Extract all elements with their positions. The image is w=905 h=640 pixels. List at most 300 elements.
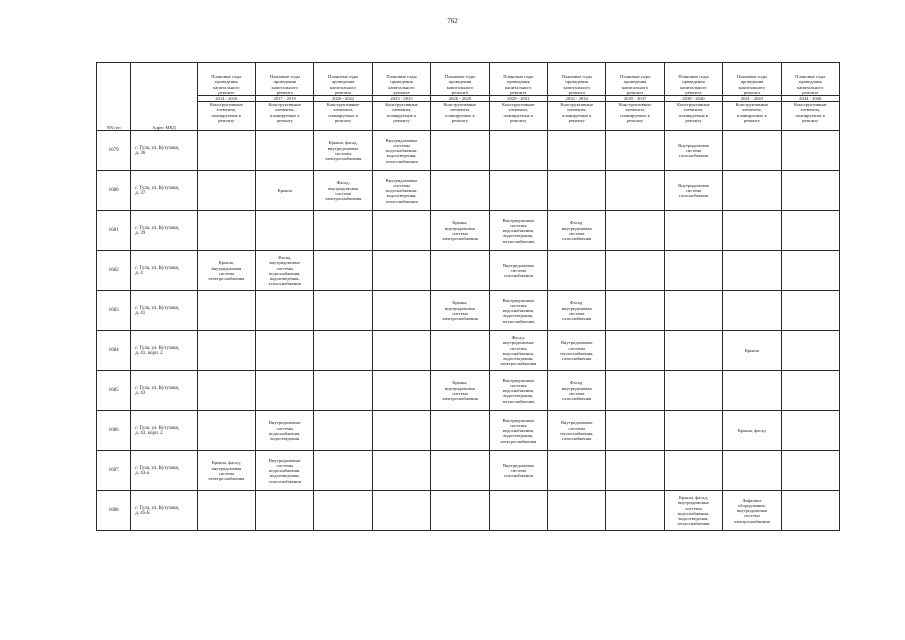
repair-cell: [606, 171, 664, 211]
cell-line: ремонту: [568, 117, 585, 123]
cell-line: ремонту: [626, 117, 644, 123]
address-cell: [131, 131, 197, 171]
cell-line: Крыша,: [452, 380, 468, 386]
cell-line: система: [744, 513, 760, 519]
cell-line: электроснабжения: [441, 315, 478, 321]
cell-line: системы: [510, 422, 527, 428]
table-body: [97, 131, 840, 531]
cell-line: Плановые годы: [386, 74, 417, 80]
repair-cell: [664, 291, 722, 331]
repair-cell: [781, 211, 839, 251]
cell-line: элементы,: [625, 107, 646, 113]
cell-line: водоснабжения,: [502, 350, 534, 356]
repair-cell: [431, 251, 489, 291]
cell-line: внутридомовая: [328, 185, 359, 191]
cell-line: внутридомовая: [445, 225, 475, 231]
cell-line: Конструктивные: [501, 102, 535, 108]
cell-line: Фасад,: [511, 335, 525, 341]
repair-cell: [256, 411, 314, 451]
cell-line: элементы,: [391, 107, 412, 113]
cell-line: водоотведения,: [678, 515, 709, 521]
cell-line: капитального: [621, 84, 649, 90]
row-number: 1682: [97, 251, 131, 291]
cell-line: теплоснабжения: [502, 398, 535, 404]
cell-line: газоснабжения: [562, 355, 592, 361]
cell-line: г. Тула, ул. Кутузова,: [135, 425, 180, 431]
repair-cell: [664, 331, 722, 371]
cell-line: Внутридомовая: [678, 182, 709, 188]
repair-cell: [548, 371, 606, 411]
cell-line: Внутридомовые: [385, 177, 418, 183]
cell-line: элементы,: [566, 107, 587, 113]
cell-line: водоотведения,: [503, 433, 534, 439]
cell-line: элементы,: [274, 107, 295, 113]
repair-cell: [489, 171, 547, 211]
cell-line: Внутридомовые: [385, 137, 418, 143]
table-row: [97, 211, 840, 251]
cell-line: Внутридомовые: [560, 340, 593, 346]
repair-cell: [372, 171, 430, 211]
repair-cell: [372, 451, 430, 491]
cell-line: системы: [685, 505, 702, 511]
address-cell: [131, 331, 197, 371]
cell-line: Крыша: [277, 188, 292, 194]
table-row: [97, 291, 840, 331]
row-number: 1683: [97, 291, 131, 331]
cell-line: электроснабжения: [500, 361, 537, 367]
cell-line: электроснабжения: [208, 475, 245, 481]
cell-line: элементы,: [216, 107, 237, 113]
cell-line: Крыша, фасад,: [328, 140, 358, 146]
cell-line: электроснабжения: [441, 395, 478, 401]
cell-line: капитального: [505, 84, 532, 90]
repair-cell: [256, 331, 314, 371]
cell-line: Конструктивные: [793, 102, 827, 108]
period-title-header: [372, 63, 430, 96]
cell-line: теплоснабжения: [502, 318, 535, 324]
cell-line: планируемые к: [328, 112, 358, 118]
repair-cell: [723, 331, 781, 371]
cell-line: Внутридомовая: [502, 262, 534, 268]
cell-line: система: [452, 390, 468, 396]
cell-line: Конструктивные: [560, 102, 593, 108]
cell-line: проведения: [798, 79, 822, 85]
cell-line: системы: [568, 425, 585, 431]
cell-line: Конструктивные: [443, 102, 477, 108]
cell-line: элементы,: [683, 107, 704, 113]
period-title-header: [664, 63, 722, 96]
address-cell: [131, 491, 197, 531]
address-cell: [131, 171, 197, 211]
repair-cell: [781, 331, 839, 371]
repair-cell: [664, 131, 722, 171]
cell-line: Плановые годы: [678, 74, 709, 80]
cell-line: проведения: [507, 79, 530, 85]
cell-line: водоснабжения,: [269, 468, 301, 474]
repair-cell: [781, 411, 839, 451]
cell-line: Фасад,: [570, 300, 584, 306]
cell-line: Конструктивные: [385, 102, 418, 108]
repair-cell: [197, 491, 255, 531]
cell-line: Внутридомовая: [502, 462, 534, 468]
cell-line: водоотведения,: [503, 233, 534, 239]
cell-line: газоснабжения: [562, 435, 592, 441]
cell-line: капитального: [271, 84, 298, 90]
repair-cell: [197, 451, 255, 491]
cell-line: планируемые к: [445, 112, 475, 118]
repair-cell: [314, 131, 372, 171]
repair-cell: [314, 451, 372, 491]
cell-line: система: [568, 310, 585, 316]
cell-line: д. 39: [135, 230, 146, 236]
period-title-header: [781, 63, 839, 96]
repair-cell: [431, 171, 489, 211]
cell-line: водоотведения: [270, 435, 300, 441]
repair-cell: [372, 331, 430, 371]
cell-line: планируемые к: [211, 112, 242, 118]
cell-line: Конструктивные: [735, 102, 769, 108]
cell-line: проведения: [565, 79, 588, 85]
period-years-header: 2026 - 2028: [431, 96, 489, 102]
table-row: [97, 371, 840, 411]
cell-line: Конструктивные: [268, 102, 302, 108]
cell-line: электроснабжения: [325, 195, 362, 201]
cell-line: ремонта: [451, 89, 468, 95]
cell-line: капитального: [329, 84, 357, 90]
cell-line: внутридомовые: [678, 500, 709, 506]
cell-line: д. 4: [135, 270, 143, 276]
repair-cell: [372, 211, 430, 251]
repair-cell: [548, 491, 606, 531]
cell-line: система: [452, 230, 468, 236]
cell-line: д. 37: [135, 190, 146, 196]
repair-cell: [781, 291, 839, 331]
cell-line: г. Тула, ул. Кутузова,: [135, 345, 180, 351]
elements-header: [197, 102, 255, 131]
repair-cell: [431, 131, 489, 171]
cell-line: системы: [568, 345, 585, 351]
repair-cell: [197, 291, 255, 331]
cell-line: д. 43: [135, 390, 146, 396]
cell-line: системы: [510, 382, 527, 388]
period-years-header: 2014 - 2016: [197, 96, 255, 102]
repair-cell: [489, 411, 547, 451]
repair-cell: [314, 411, 372, 451]
cell-line: Плановые годы: [795, 74, 826, 80]
repair-cell: [664, 371, 722, 411]
repair-cell: [431, 451, 489, 491]
cell-line: системы: [510, 345, 527, 351]
repair-cell: [431, 411, 489, 451]
repair-cell: [431, 331, 489, 371]
elements-header: [548, 102, 606, 131]
repair-cell: [197, 331, 255, 371]
cell-line: теплоснабжения: [677, 521, 710, 527]
cell-line: внутридомовые: [502, 340, 534, 346]
cell-line: газоснабжения: [562, 315, 592, 321]
repair-cell: [197, 251, 255, 291]
cell-line: ремонту: [218, 117, 235, 123]
repair-cell: [256, 171, 314, 211]
cell-line: электроснабжения: [500, 438, 537, 444]
cell-line: водоотведения,: [503, 393, 534, 399]
period-title-header: [723, 63, 781, 96]
cell-line: система: [510, 268, 527, 274]
cell-line: проведения: [215, 79, 238, 85]
repair-cell: [372, 491, 430, 531]
table-row: [97, 131, 840, 171]
cell-line: Фасад,: [336, 180, 350, 186]
repair-cell: [489, 451, 547, 491]
address-cell: [131, 251, 197, 291]
period-title-header: [606, 63, 664, 96]
cell-line: Фасад,: [278, 255, 292, 261]
cell-line: Внутридомовые: [502, 377, 535, 383]
address-cell: [131, 451, 197, 491]
cell-line: электроснабжения: [441, 235, 478, 241]
elements-header: [606, 102, 664, 131]
repair-cell: [606, 331, 664, 371]
cell-line: планируемые к: [503, 112, 534, 118]
repair-cell: [781, 451, 839, 491]
period-years-header: 2023 - 2025: [372, 96, 430, 102]
cell-line: газоснабжения: [503, 273, 533, 279]
repair-cell: [256, 291, 314, 331]
cell-line: проведения: [390, 79, 413, 85]
cell-line: ремонта: [218, 89, 235, 95]
repair-cell: [723, 171, 781, 211]
cell-line: электроснабжения: [733, 518, 770, 524]
cell-line: ремонту: [743, 117, 760, 123]
period-title-header: [548, 63, 606, 96]
cell-line: газоснабжения: [503, 473, 533, 479]
repair-cell: [723, 491, 781, 531]
elements-header: [431, 102, 489, 131]
period-years-header: 2020 - 2022: [314, 96, 372, 102]
cell-line: планируемые к: [386, 112, 417, 118]
cell-line: системы: [393, 182, 410, 188]
cell-line: ремонту: [802, 117, 819, 123]
page-number: 762: [447, 17, 458, 25]
cell-line: капитального: [446, 84, 474, 90]
cell-line: Крыша,: [218, 260, 234, 266]
table-row: [97, 251, 840, 291]
repair-cell: [431, 491, 489, 531]
cell-line: ремонта: [743, 89, 760, 95]
table-row: [97, 411, 840, 451]
cell-line: д. 41: [135, 310, 146, 316]
cell-line: Плановые годы: [619, 74, 651, 80]
cell-line: водоснабжения,: [677, 510, 710, 516]
cell-line: Крыша: [744, 348, 759, 354]
elements-header: [372, 102, 430, 131]
period-title-header: [431, 63, 489, 96]
cell-line: газоснабжения: [678, 153, 709, 159]
repair-cell: [489, 131, 547, 171]
row-number: 1688: [97, 491, 131, 531]
cell-line: г. Тула, ул. Кутузова,: [135, 305, 180, 311]
cell-line: г. Тула, ул. Кутузова,: [135, 145, 180, 151]
cell-line: система: [452, 310, 468, 316]
repair-cell: [256, 371, 314, 411]
cell-line: Плановые годы: [561, 74, 592, 80]
cell-line: ремонта: [568, 89, 585, 95]
period-years-header: 2035 - 2037: [606, 96, 664, 102]
cell-line: ремонту: [685, 117, 702, 123]
cell-line: система: [568, 230, 585, 236]
cell-line: ремонту: [393, 117, 410, 123]
repair-cell: [431, 211, 489, 251]
repair-cell: [664, 251, 722, 291]
cell-line: система: [218, 470, 235, 476]
repair-cell: [723, 451, 781, 491]
cell-line: Плановые годы: [328, 74, 359, 80]
cell-line: ремонта: [510, 89, 527, 95]
cell-line: Конструктивные: [326, 102, 360, 108]
cell-line: проведения: [273, 79, 297, 85]
cell-line: теплоснабжения: [268, 478, 301, 484]
cell-line: внутридомовая: [561, 225, 592, 231]
cell-line: Плановые годы: [736, 74, 767, 80]
cell-line: планируемые к: [269, 112, 300, 118]
repair-cell: [548, 451, 606, 491]
repair-cell: [606, 251, 664, 291]
repair-cell: [489, 331, 547, 371]
repair-cell: [723, 251, 781, 291]
repair-cell: [606, 411, 664, 451]
cell-line: ремонту: [510, 117, 527, 123]
cell-line: теплоснабжения: [385, 198, 418, 204]
repair-cell: [489, 251, 547, 291]
elements-header: [489, 102, 547, 131]
repair-cell: [664, 171, 722, 211]
repair-cell: [664, 451, 722, 491]
cell-line: г. Тула, ул. Кутузова,: [135, 465, 180, 471]
cell-line: внутридомовая: [561, 305, 592, 311]
cell-line: проведения: [682, 79, 705, 85]
repair-cell: [197, 371, 255, 411]
cell-line: Внутридомовые: [502, 217, 535, 223]
cell-line: Крыша, фасад: [737, 428, 766, 434]
cell-line: Крыша,: [452, 220, 468, 226]
cell-line: внутридомовая: [211, 265, 242, 271]
repair-cell: [314, 291, 372, 331]
repair-cell: [548, 331, 606, 371]
cell-line: г. Тула, ул. Кутузова,: [135, 265, 180, 271]
row-number: 1685: [97, 371, 131, 411]
cell-line: ремонту: [451, 117, 469, 123]
cell-line: ремонта: [627, 89, 644, 95]
cell-line: проведения: [448, 79, 472, 85]
row-number: 1687: [97, 451, 131, 491]
period-title-header: [197, 63, 255, 96]
cell-line: элементы,: [741, 107, 762, 113]
cell-line: Конструктивные: [677, 102, 710, 108]
cell-line: система: [335, 190, 351, 196]
cell-line: Плановые годы: [211, 74, 242, 80]
repair-cell: [723, 211, 781, 251]
repair-cell: [723, 371, 781, 411]
cell-line: водоснабжения,: [502, 308, 534, 314]
cell-line: элементы,: [333, 107, 354, 113]
repair-cell: [197, 211, 255, 251]
row-number: 1681: [97, 211, 131, 251]
cell-line: Фасад,: [570, 380, 584, 386]
cell-line: внутридомовая: [445, 385, 475, 391]
row-number: 1686: [97, 411, 131, 451]
cell-line: элементы,: [800, 107, 821, 113]
period-years-header: 2017 - 2019: [256, 96, 314, 102]
cell-line: внутридомовая: [211, 465, 242, 471]
cell-line: система: [685, 148, 702, 154]
period-years-header: 2041 - 2043: [723, 96, 781, 102]
address-cell: [131, 211, 197, 251]
elements-header: [781, 102, 839, 131]
num-column-header: NN п/п: [97, 63, 131, 131]
cell-line: газоснабжения: [678, 193, 709, 199]
repair-cell: [197, 171, 255, 211]
cell-line: Внутридомовые: [268, 420, 301, 426]
repair-cell: [664, 211, 722, 251]
cell-line: электроснабжения: [325, 155, 362, 161]
repair-cell: [489, 371, 547, 411]
cell-line: Фасад,: [570, 220, 584, 226]
repair-cell: [256, 251, 314, 291]
cell-line: Конструктивные: [618, 102, 652, 108]
period-title-header: [314, 63, 372, 96]
cell-line: водоснабжения,: [502, 388, 534, 394]
cell-line: внутридомовая: [561, 385, 592, 391]
repair-cell: [256, 451, 314, 491]
cell-line: планируемые к: [678, 112, 709, 118]
address-cell: [131, 371, 197, 411]
period-years-header: 2032 - 2034: [548, 96, 606, 102]
cell-line: внутридомовые: [327, 145, 359, 151]
cell-line: теплоснабжения: [502, 238, 535, 244]
address-cell: [131, 291, 197, 331]
cell-line: оборудование,: [737, 502, 766, 508]
cell-line: планируемые к: [795, 112, 826, 118]
cell-line: проведения: [623, 79, 647, 85]
elements-header: [256, 102, 314, 131]
repair-cell: [548, 211, 606, 251]
repair-cell: [606, 451, 664, 491]
repair-cell: [197, 131, 255, 171]
cell-line: Внутридомовые: [560, 420, 593, 426]
cell-line: ремонта: [393, 89, 410, 95]
period-years-header: 2038 - 2040: [664, 96, 722, 102]
cell-line: ремонту: [276, 117, 293, 123]
cell-line: ремонта: [802, 89, 819, 95]
repair-cell: [431, 371, 489, 411]
table-row: [97, 171, 840, 211]
repair-cell: [664, 491, 722, 531]
table-row: [97, 331, 840, 371]
repair-cell: [606, 291, 664, 331]
cell-line: Внутридомовые: [502, 417, 535, 423]
cell-line: элементы,: [449, 107, 470, 113]
cell-line: водоснабжения,: [269, 270, 301, 276]
cell-line: водоснабжения,: [385, 148, 418, 154]
cell-line: проведения: [331, 79, 355, 85]
repair-schedule-table: [96, 62, 840, 531]
cell-line: теплоснабжения,: [560, 350, 594, 356]
address-column-header: Адрес МКД: [131, 63, 197, 131]
cell-line: капитального: [213, 84, 240, 90]
cell-line: система: [510, 468, 527, 474]
repair-cell: [781, 491, 839, 531]
repair-cell: [314, 211, 372, 251]
